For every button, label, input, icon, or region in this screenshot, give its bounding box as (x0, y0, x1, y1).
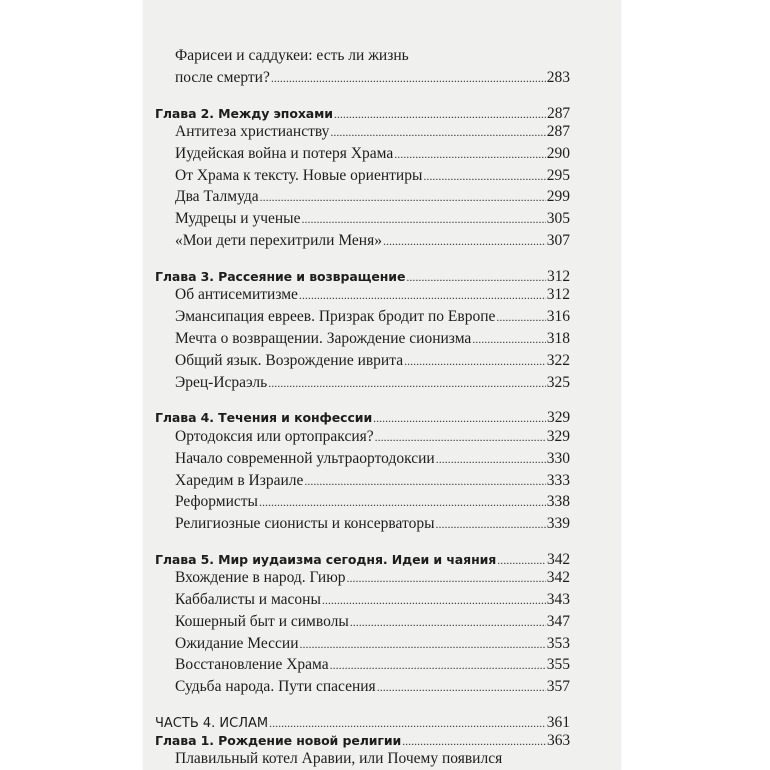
toc-entry (143, 284, 621, 306)
toc-entry (143, 45, 621, 67)
toc-entry-line (175, 350, 570, 372)
toc-entry-title: От Храма к тексту. Новые ориентиры (175, 167, 423, 184)
toc-entry-title: Кошерный быт и символы (175, 613, 349, 630)
toc-entry-title: Иудейская война и потеря Храма (175, 145, 394, 162)
toc-entry (143, 470, 621, 492)
toc-entry (143, 654, 621, 676)
toc-page-number: 312 (546, 286, 570, 303)
toc-page-number: 290 (546, 145, 570, 162)
dot-leader (347, 567, 546, 589)
toc-entry-title: Эмансипация евреев. Призрак бродит по Европе (175, 308, 496, 325)
toc-page-number: 333 (546, 472, 570, 489)
toc-page-number: 342 (547, 551, 570, 568)
book-page (143, 0, 621, 770)
toc-entry (143, 372, 621, 394)
toc-entry-line (175, 208, 570, 230)
dot-leader (322, 589, 546, 611)
dot-leader (330, 121, 545, 143)
toc-entry (143, 491, 621, 513)
toc-entry-line (175, 121, 570, 143)
toc-entry-title: Мечта о возвращении. Зарождение сионизма (175, 330, 472, 347)
toc-entry (143, 350, 621, 372)
toc-page-number: 329 (547, 409, 570, 426)
toc-entry-line (175, 284, 570, 306)
dot-leader (301, 208, 545, 230)
toc-page-number: 287 (547, 105, 570, 122)
toc-entry (143, 306, 621, 328)
dot-leader (377, 676, 546, 698)
toc-entry-line (175, 328, 570, 350)
toc-page-number: 283 (546, 69, 570, 86)
toc-page-number: 299 (546, 188, 570, 205)
toc-entry-title: Каббалисты и масоны (175, 591, 321, 608)
dot-leader (260, 186, 546, 208)
toc-page-number: 355 (546, 656, 570, 673)
toc-entry (143, 513, 621, 535)
dot-leader (304, 470, 545, 492)
toc-entry-title: Антитеза христианству (175, 123, 330, 140)
toc-entry-title: Плавильный котел Аравии, или Почему появился (175, 750, 503, 767)
toc-page-number: 357 (546, 678, 570, 695)
toc-page-number: 305 (546, 210, 570, 227)
toc-entry-line (175, 165, 570, 187)
toc-page-number: 322 (546, 352, 570, 369)
toc-entry (143, 676, 621, 698)
dot-leader (423, 165, 545, 187)
dot-leader (375, 426, 546, 448)
toc-entry-title: «Мои дети перехитрили Меня» (175, 232, 382, 249)
toc-entry-line (175, 448, 570, 470)
toc-entry-line (175, 67, 570, 89)
toc-entry (143, 633, 621, 655)
toc-entry-line (175, 470, 570, 492)
dot-leader (496, 306, 545, 328)
toc-page-number: 312 (547, 268, 570, 285)
toc-page-number: 329 (546, 428, 570, 445)
toc-entry-title: Эрец-Исраэль (175, 374, 268, 391)
dot-leader (436, 513, 546, 535)
toc-page-number: 318 (546, 330, 570, 347)
toc-entry-title: Общий язык. Возрождение иврита (175, 352, 404, 369)
toc-page-number: 342 (546, 569, 570, 586)
toc-entry-line (175, 372, 570, 394)
toc-page-number: 325 (546, 374, 570, 391)
toc-entry-line (175, 633, 570, 655)
toc-page-number: 353 (546, 635, 570, 652)
toc-entry (143, 567, 621, 589)
toc-entry (143, 589, 621, 611)
toc-entry-line (175, 654, 570, 676)
dot-leader (350, 611, 546, 633)
toc-page-number: 343 (546, 591, 570, 608)
dot-leader (299, 284, 546, 306)
toc-page-number: 316 (546, 308, 570, 325)
toc-page-number: 295 (546, 167, 570, 184)
dot-leader (259, 491, 546, 513)
toc-entry (143, 328, 621, 350)
dot-leader (268, 372, 546, 394)
toc-entry-line (175, 611, 570, 633)
toc-entry (143, 611, 621, 633)
chapter-title: Глава 3. Рассеяние и возвращение (155, 269, 406, 284)
toc-entry-line (175, 748, 570, 770)
toc-page-number: 339 (546, 515, 570, 532)
toc-entry-title: Об антисемитизме (175, 286, 298, 303)
toc-entry-title: Фарисеи и саддукеи: есть ли жизнь (175, 47, 409, 64)
toc-page-number: 347 (546, 613, 570, 630)
toc-entry-line (175, 143, 570, 165)
dot-leader (472, 328, 545, 350)
toc-entry (143, 208, 621, 230)
toc-page-number: 330 (546, 450, 570, 467)
toc-entry (143, 748, 621, 770)
toc-entry-title: Харедим в Израиле (175, 472, 304, 489)
toc-entry-title: Восстановление Храма (175, 656, 329, 673)
toc-entry-title: Два Талмуда (175, 188, 259, 205)
toc-entry (143, 448, 621, 470)
chapter-title: Глава 2. Между эпохами (155, 106, 333, 121)
toc-entry (143, 426, 621, 448)
toc-entry (143, 121, 621, 143)
dot-leader (394, 143, 546, 165)
toc-entry (143, 186, 621, 208)
toc-entry-line (175, 186, 570, 208)
toc-entry (143, 67, 621, 89)
toc-entry-title: Начало современной ультраортодоксии (175, 450, 435, 467)
toc-page-number: 307 (546, 232, 570, 249)
toc-entry-line (175, 230, 570, 252)
dot-leader (404, 350, 546, 372)
dot-leader (271, 67, 546, 89)
toc-page-number: 338 (546, 493, 570, 510)
toc-entry-title: Ортодоксия или ортопраксия? (175, 428, 374, 445)
dot-leader (330, 654, 546, 676)
dot-leader (436, 448, 546, 470)
toc-entry-line (175, 676, 570, 698)
toc-entry-title: Судьба народа. Пути спасения (175, 678, 376, 695)
toc-page-number: 363 (547, 732, 570, 749)
toc-entry (143, 143, 621, 165)
toc-entry-line (175, 589, 570, 611)
toc-entry-title: Мудрецы и ученые (175, 210, 301, 227)
toc-entry-line (175, 513, 570, 535)
table-of-contents (143, 0, 621, 770)
dot-leader (383, 230, 546, 252)
toc-entry (143, 230, 621, 252)
toc-entry-line (175, 45, 570, 67)
toc-entry-line (175, 567, 570, 589)
toc-page-number: 361 (546, 714, 570, 731)
toc-entry-title: Ожидание Мессии (175, 635, 299, 652)
toc-entry (143, 165, 621, 187)
toc-entry-line (175, 426, 570, 448)
chapter-title: Глава 5. Мир иудаизма сегодня. Идеи и чаяния (155, 552, 497, 567)
toc-entry-title: Религиозные сионисты и консерваторы (175, 515, 435, 532)
chapter-title: Глава 1. Рождение новой религии (155, 733, 402, 748)
chapter-title: Глава 4. Течения и конфессии (155, 410, 373, 425)
dot-leader (300, 633, 546, 655)
toc-entry-title: после смерти? (175, 69, 270, 86)
toc-entry-title: Вхождение в народ. Гиюр (175, 569, 346, 586)
toc-page-number: 287 (546, 123, 570, 140)
toc-entry-line (175, 306, 570, 328)
toc-entry-line (175, 491, 570, 513)
toc-entry-title: Реформисты (175, 493, 258, 510)
part-title: ЧАСТЬ 4. ИСЛАМ (155, 716, 269, 731)
